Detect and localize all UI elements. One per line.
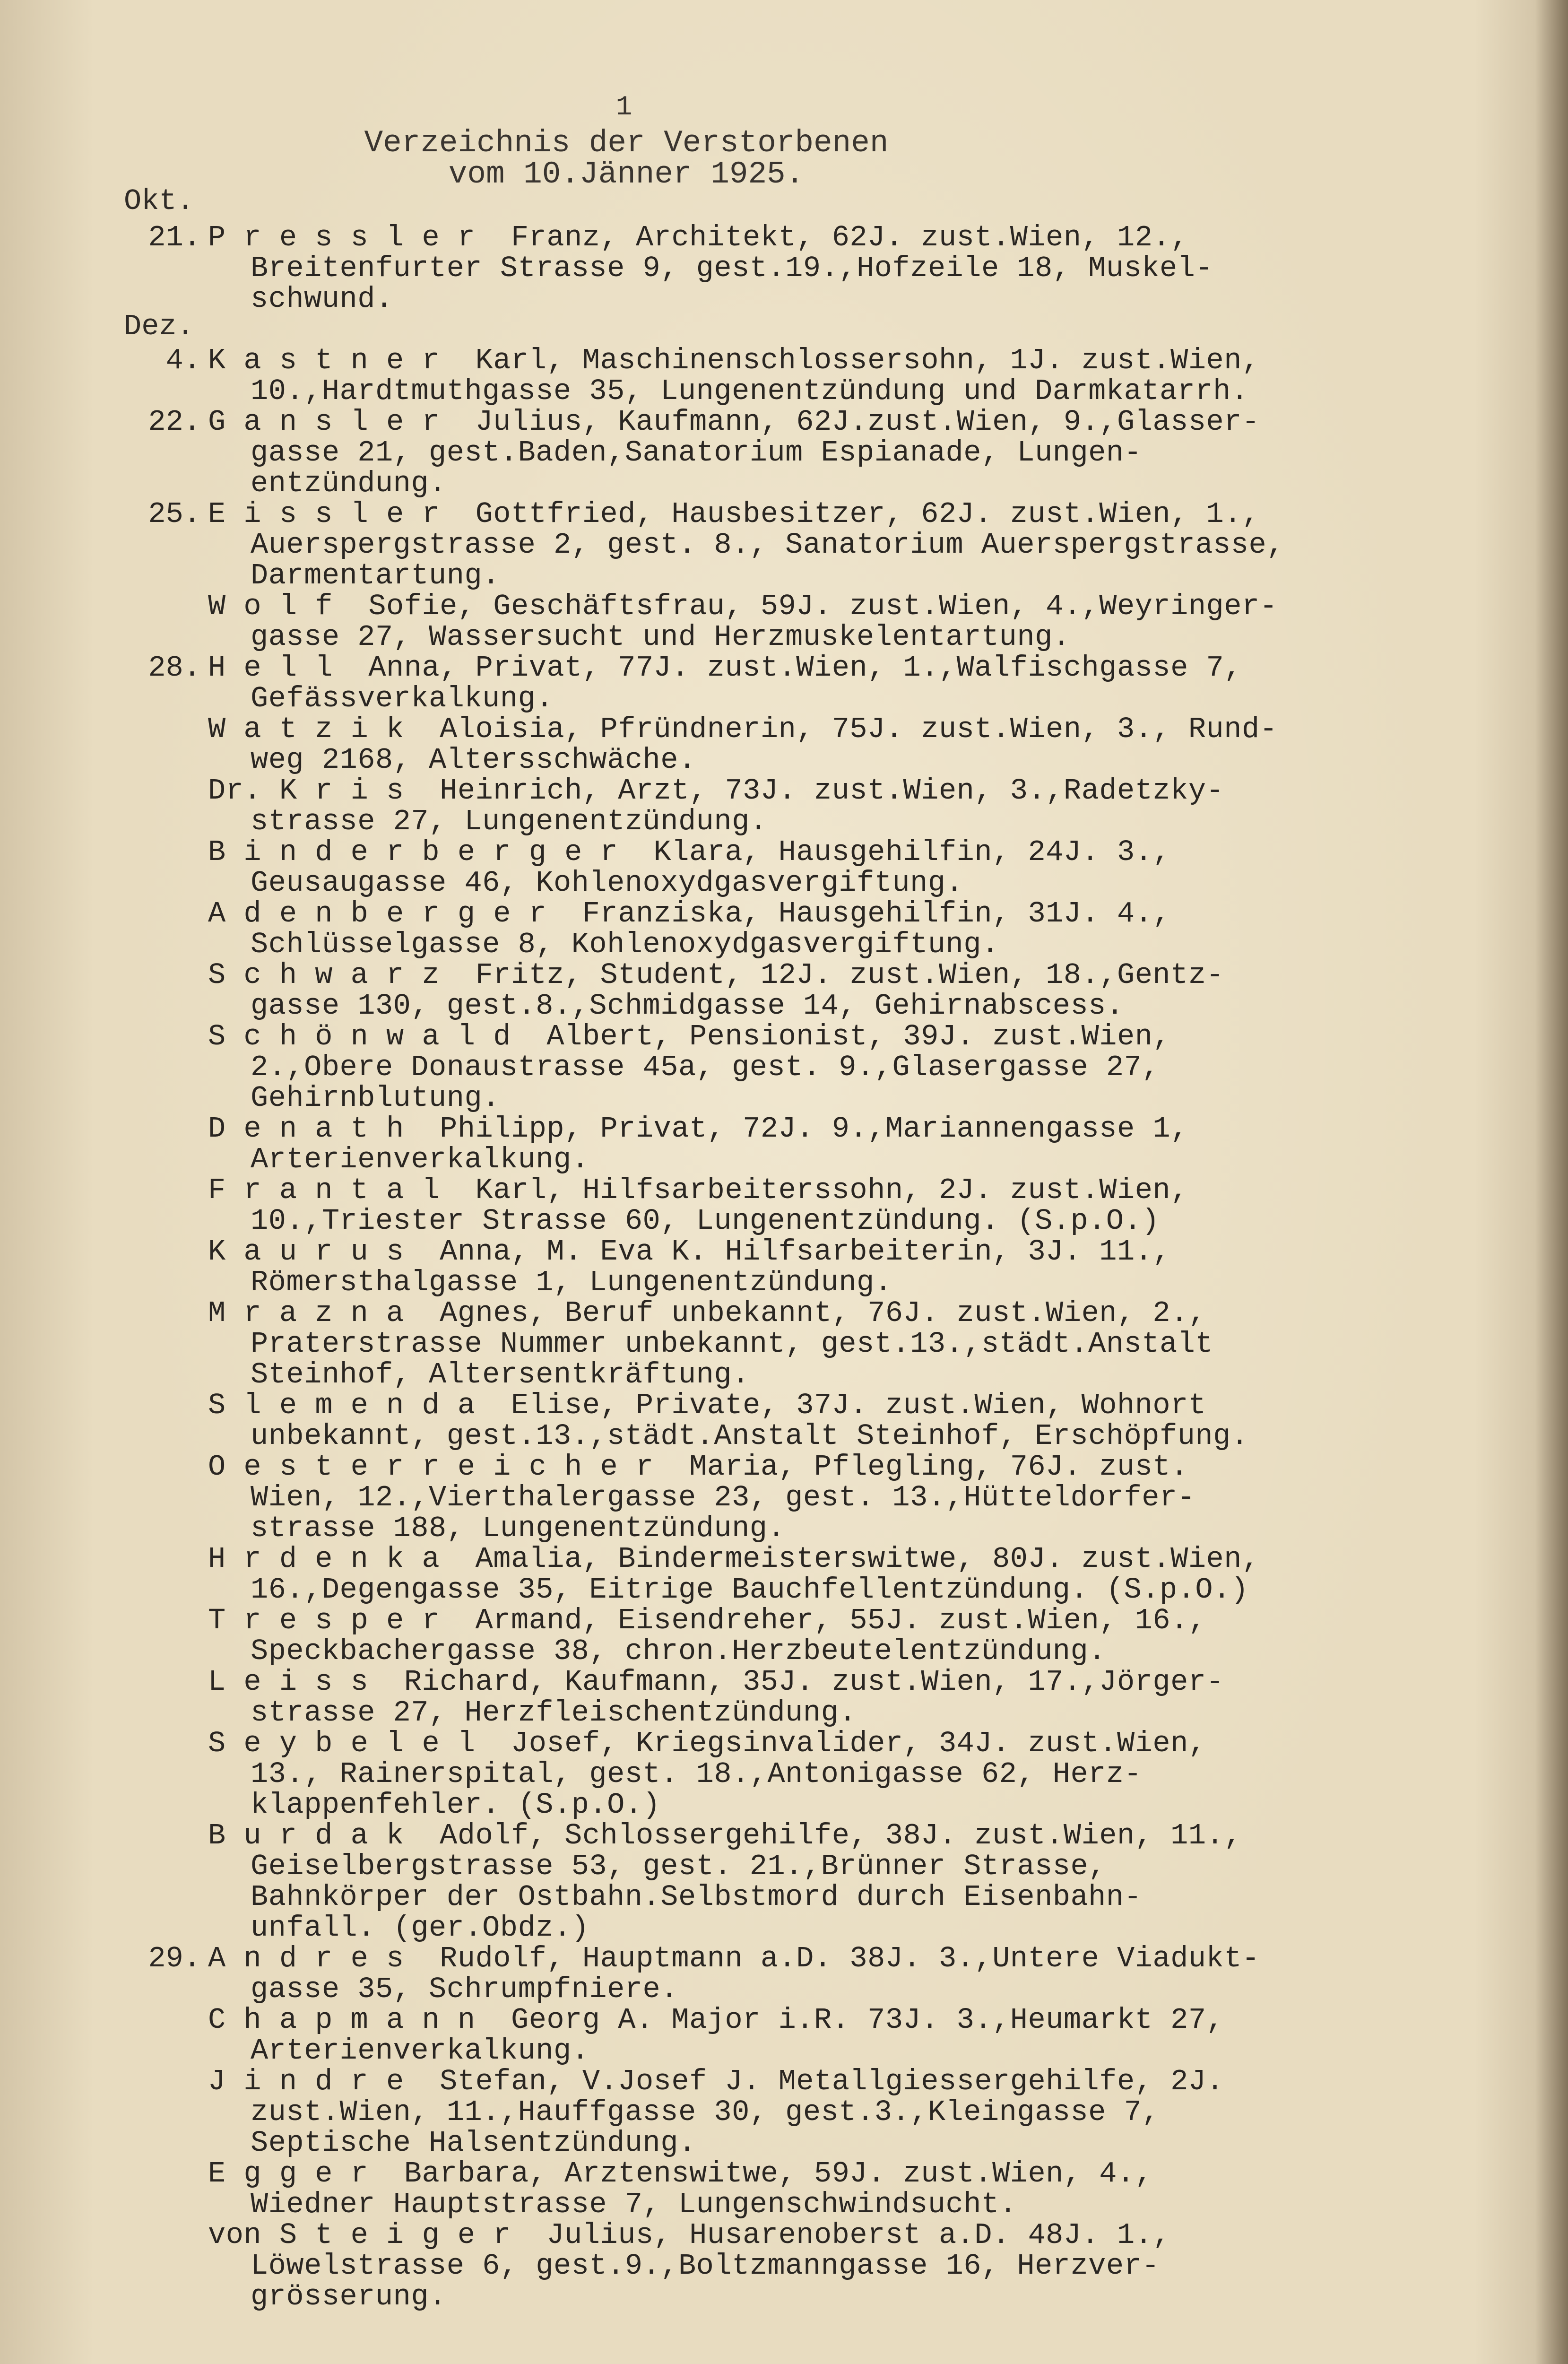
entry-text-line: Gefässverkalkung. xyxy=(251,682,554,715)
register-entry xyxy=(142,2220,1390,2312)
entry-text-line: zust.Wien, 11.,Hauffgasse 30, gest.3.,Kleingasse 7, xyxy=(251,2095,1160,2129)
entry-name-line: D e n a t h Philipp, Privat, 72J. 9.,Mariannengasse 1, xyxy=(208,1112,1188,1146)
register-entry xyxy=(142,499,1390,591)
entry-text-line: Wiedner Hauptstrasse 7, Lungenschwindsucht. xyxy=(251,2188,1017,2221)
entry-text-line: Praterstrasse Nummer unbekannt, gest.13.,städt.Anstalt xyxy=(251,1327,1213,1361)
entry-name-line: A n d r e s Rudolf, Hauptmann a.D. 38J. 3.,Untere Viadukt- xyxy=(208,1942,1260,1975)
page-title xyxy=(331,125,922,192)
entry-text-line: gasse 21, gest.Baden,Sanatorium Espianade, Lungen- xyxy=(251,436,1142,469)
entry-text-line: Auerspergstrasse 2, gest. 8., Sanatorium Auerspergstrasse, xyxy=(251,528,1284,562)
register-entry xyxy=(142,1544,1390,1605)
entry-name-line: S c h ö n w a l d Albert, Pensionist, 39J. zust.Wien, xyxy=(208,1020,1171,1053)
register-entry xyxy=(142,407,1390,499)
entry-text-line: 10.,Triester Strasse 60, Lungenentzündung. (S.p.O.) xyxy=(251,1204,1160,1238)
entry-name-line: K a u r u s Anna, M. Eva K. Hilfsarbeiterin, 3J. 11., xyxy=(208,1235,1171,1269)
register-entry xyxy=(142,2158,1390,2220)
entry-text-line: Bahnkörper der Ostbahn.Selbstmord durch Eisenbahn- xyxy=(251,1880,1142,1914)
entry-name-line: G a n s l e r Julius, Kaufmann, 62J.zust.Wien, 9.,Glasser- xyxy=(208,405,1260,439)
entry-text-line: Speckbachergasse 38, chron.Herzbeutelentzündung. xyxy=(251,1634,1106,1668)
entry-text-line: unfall. (ger.Obdz.) xyxy=(251,1911,589,1945)
register-entry xyxy=(142,1113,1390,1175)
entry-text-line: gasse 130, gest.8.,Schmidgasse 14, Gehirnabscess. xyxy=(251,989,1124,1023)
entry-text-line: Steinhof, Altersentkräftung. xyxy=(251,1358,750,1391)
register-entry xyxy=(142,1943,1390,2005)
entry-text-line: schwund. xyxy=(251,282,393,316)
month-label-dez: Dez. xyxy=(124,310,194,343)
entry-text-line: unbekannt, gest.13.,städt.Anstalt Steinhof, Erschöpfung. xyxy=(251,1419,1249,1453)
entry-text-line: 2.,Obere Donaustrasse 45a, gest. 9.,Glasergasse 27, xyxy=(251,1051,1160,1084)
entry-day: 29. xyxy=(148,1942,201,1975)
register-entry xyxy=(142,1728,1390,1820)
entry-text-line: klappenfehler. (S.p.O.) xyxy=(251,1788,661,1822)
entry-text-line: strasse 27, Herzfleischentzündung. xyxy=(251,1696,857,1730)
register-entry xyxy=(142,2066,1390,2158)
entry-name-line: P r e s s l e r Franz, Architekt, 62J. zust.Wien, 12., xyxy=(208,221,1188,254)
entry-text-line: Breitenfurter Strasse 9, gest.19.,Hofzeile 18, Muskel- xyxy=(251,252,1213,285)
entry-name-line: T r e s p e r Armand, Eisendreher, 55J. zust.Wien, 16., xyxy=(208,1604,1206,1637)
entry-text-line: 16.,Degengasse 35, Eitrige Bauchfellentzündung. (S.p.O.) xyxy=(251,1573,1249,1607)
entry-day: 22. xyxy=(148,405,201,439)
entry-text-line: 13., Rainerspital, gest. 18.,Antonigasse 62, Herz- xyxy=(251,1757,1142,1791)
entry-name-line: Dr. K r i s Heinrich, Arzt, 73J. zust.Wien, 3.,Radetzky- xyxy=(208,774,1224,808)
register-entry xyxy=(142,1298,1390,1390)
register-entry xyxy=(142,1236,1390,1298)
entry-text-line: Römersthalgasse 1, Lungenentzündung. xyxy=(251,1266,892,1299)
entry-name-line: L e i s s Richard, Kaufmann, 35J. zust.Wien, 17.,Jörger- xyxy=(208,1665,1224,1699)
register-entry xyxy=(142,591,1390,652)
register-entry xyxy=(142,1021,1390,1113)
entry-name-line: C h a p m a n n Georg A. Major i.R. 73J. 3.,Heumarkt 27, xyxy=(208,2003,1224,2037)
entry-text-line: Geusaugasse 46, Kohlenoxydgasvergiftung. xyxy=(251,866,964,900)
register-entry xyxy=(142,2005,1390,2066)
entry-name-line: H e l l Anna, Privat, 77J. zust.Wien, 1.,Walfischgasse 7, xyxy=(208,651,1242,685)
register-entry xyxy=(142,222,1390,314)
register-entry xyxy=(142,898,1390,960)
register-entry xyxy=(142,714,1390,775)
entry-name-line: E i s s l e r Gottfried, Hausbesitzer, 62J. zust.Wien, 1., xyxy=(208,497,1260,531)
entry-name-line: M r a z n a Agnes, Beruf unbekannt, 76J. zust.Wien, 2., xyxy=(208,1296,1206,1330)
entry-name-line: W o l f Sofie, Geschäftsfrau, 59J. zust.Wien, 4.,Weyringer- xyxy=(208,590,1278,623)
register-entry xyxy=(142,1820,1390,1943)
entry-name-line: J i n d r e Stefan, V.Josef J. Metallgiessergehilfe, 2J. xyxy=(208,2065,1224,2098)
register-entry xyxy=(142,837,1390,898)
register-entry xyxy=(142,345,1390,407)
entry-text-line: strasse 27, Lungenentzündung. xyxy=(251,805,768,838)
entry-text-line: weg 2168, Altersschwäche. xyxy=(251,743,696,777)
entry-name-line: W a t z i k Aloisia, Pfründnerin, 75J. zust.Wien, 3., Rund- xyxy=(208,713,1278,746)
register-entry xyxy=(142,960,1390,1021)
page-edge-shadow xyxy=(1535,0,1568,2364)
entry-text-line: Wien, 12.,Vierthalergasse 23, gest. 13.,Hütteldorfer- xyxy=(251,1481,1195,1514)
entry-text-line: entzündung. xyxy=(251,467,447,500)
entry-text-line: gasse 35, Schrumpfniere. xyxy=(251,1973,678,2006)
entry-text-line: Arterienverkalkung. xyxy=(251,1143,589,1176)
title-line-2: vom 10.Jänner 1925. xyxy=(448,156,805,192)
page-number: 1 xyxy=(615,92,632,123)
entry-text-line: Löwelstrasse 6, gest.9.,Boltzmanngasse 16, Herzver- xyxy=(251,2249,1160,2283)
entry-name-line: A d e n b e r g e r Franziska, Hausgehilfin, 31J. 4., xyxy=(208,897,1171,930)
entry-name-line: E g g e r Barbara, Arztenswitwe, 59J. zust.Wien, 4., xyxy=(208,2157,1153,2190)
title-line-1: Verzeichnis der Verstorbenen xyxy=(364,125,889,161)
entry-name-line: S l e m e n d a Elise, Private, 37J. zust.Wien, Wohnort xyxy=(208,1389,1206,1422)
entry-text-line: grösserung. xyxy=(251,2280,447,2313)
entry-name-line: B u r d a k Adolf, Schlossergehilfe, 38J. zust.Wien, 11., xyxy=(208,1819,1242,1852)
entry-name-line: von S t e i g e r Julius, Husarenoberst a.D. 48J. 1., xyxy=(208,2218,1171,2252)
entry-text-line: Schlüsselgasse 8, Kohlenoxydgasvergiftung. xyxy=(251,928,999,961)
entry-day: 25. xyxy=(148,497,201,531)
entry-text-line: Gehirnblutung. xyxy=(251,1081,500,1115)
entry-name-line: O e s t e r r e i c h e r Maria, Pflegling, 76J. zust. xyxy=(208,1450,1188,1484)
entry-day: 4. xyxy=(165,344,201,377)
entry-name-line: S e y b e l e l Josef, Kriegsinvalider, 34J. zust.Wien, xyxy=(208,1727,1206,1760)
entry-text-line: Darmentartung. xyxy=(251,559,500,592)
entry-text-line: Geiselbergstrasse 53, gest. 21.,Brünner Strasse, xyxy=(251,1850,1106,1883)
entry-day: 21. xyxy=(148,221,201,254)
entry-name-line: H r d e n k a Amalia, Bindermeisterswitwe, 80J. zust.Wien, xyxy=(208,1542,1260,1576)
register-entry xyxy=(142,1667,1390,1728)
register-entry xyxy=(142,1605,1390,1667)
register-entry xyxy=(142,652,1390,714)
entry-text-line: Arterienverkalkung. xyxy=(251,2034,589,2068)
entry-text-line: Septische Halsentzündung. xyxy=(251,2126,696,2160)
entry-day: 28. xyxy=(148,651,201,685)
register-entry xyxy=(142,1175,1390,1236)
entry-name-line: S c h w a r z Fritz, Student, 12J. zust.Wien, 18.,Gentz- xyxy=(208,958,1224,992)
entry-name-line: B i n d e r b e r g e r Klara, Hausgehilfin, 24J. 3., xyxy=(208,835,1171,869)
entry-text-line: gasse 27, Wassersucht und Herzmuskelentartung. xyxy=(251,620,1071,654)
month-label-okt: Okt. xyxy=(124,184,194,218)
entry-text-line: 10.,Hardtmuthgasse 35, Lungenentzündung und Darmkatarrh. xyxy=(251,374,1249,408)
register-entry xyxy=(142,1390,1390,1451)
register-entry xyxy=(142,1451,1390,1544)
entry-name-line: K a s t n e r Karl, Maschinenschlossersohn, 1J. zust.Wien, xyxy=(208,344,1260,377)
entry-name-line: F r a n t a l Karl, Hilfsarbeiterssohn, 2J. zust.Wien, xyxy=(208,1173,1188,1207)
register-entry xyxy=(142,775,1390,837)
entry-text-line: strasse 188, Lungenentzündung. xyxy=(251,1512,786,1545)
